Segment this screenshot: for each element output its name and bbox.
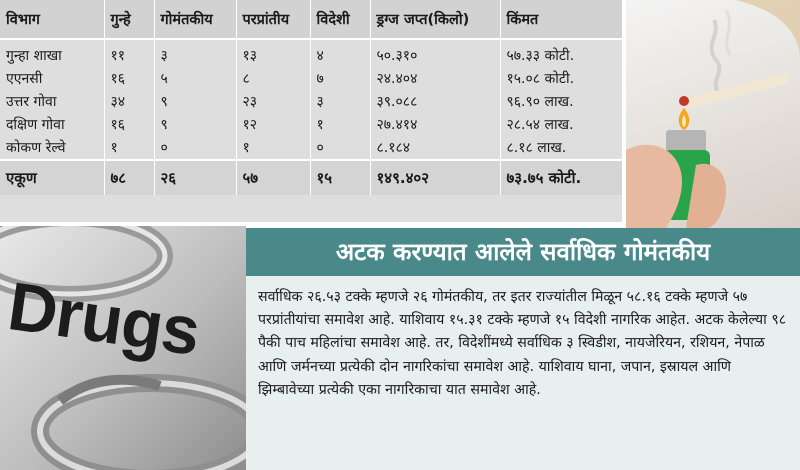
- cell-department: कोकण रेल्वे: [0, 136, 104, 160]
- cell-drugs-seized: २७.४१४: [370, 113, 500, 136]
- cell-drugs-seized: ८.१८४: [370, 136, 500, 160]
- cell-department: उत्तर गोवा: [0, 90, 104, 113]
- cell-foreigners: ४: [310, 39, 370, 67]
- table-row: [0, 90, 622, 113]
- cell-foreigners: ३: [310, 90, 370, 113]
- cell-cases: १: [104, 136, 154, 160]
- table-header-row: [0, 0, 622, 39]
- table-row: [0, 67, 622, 90]
- cell-other-states: ८: [236, 67, 310, 90]
- header-drugs-seized: ड्रग्ज जप्त(किलो): [370, 0, 500, 39]
- cell-department: एएनसी: [0, 67, 104, 90]
- total-value: ७३.७५ कोटी.: [500, 160, 622, 195]
- cell-goans: ९: [154, 113, 236, 136]
- header-department: विभाग: [0, 0, 104, 39]
- cell-department: दक्षिण गोवा: [0, 113, 104, 136]
- smoking-photo: [626, 0, 800, 228]
- cell-goans: ९: [154, 90, 236, 113]
- cell-goans: ३: [154, 39, 236, 67]
- total-label: एकूण: [0, 160, 104, 195]
- header-other-states: परप्रांतीय: [236, 0, 310, 39]
- header-value: किंमत: [500, 0, 622, 39]
- table-row: [0, 39, 622, 67]
- cell-other-states: १३: [236, 39, 310, 67]
- total-cases: ७८: [104, 160, 154, 195]
- cell-cases: ३४: [104, 90, 154, 113]
- cell-other-states: २३: [236, 90, 310, 113]
- total-other-states: ५७: [236, 160, 310, 195]
- cell-foreigners: ०: [310, 136, 370, 160]
- cell-goans: ५: [154, 67, 236, 90]
- drug-cases-table-panel: [0, 0, 622, 222]
- cell-drugs-seized: ५०.३१०: [370, 39, 500, 67]
- total-drugs-seized: १४९.४०२: [370, 160, 500, 195]
- cell-value: १५.०८ कोटी.: [506, 71, 575, 87]
- cell-goans: ०: [154, 136, 236, 160]
- cell-value: ५७.३३ कोटी.: [506, 48, 575, 64]
- cell-foreigners: १: [310, 113, 370, 136]
- table-total-row: [0, 160, 622, 195]
- cell-other-states: १: [236, 136, 310, 160]
- total-goans: २६: [154, 160, 236, 195]
- cell-department: गुन्हा शाखा: [0, 39, 104, 67]
- drug-cases-table: [0, 0, 622, 195]
- cell-value: ८.१८ लाख.: [506, 140, 567, 156]
- header-goans: गोमंतकीय: [154, 0, 236, 39]
- article-paragraph: सर्वाधिक २६.५३ टक्के म्हणजे २६ गोमंतकीय, तर इतर राज्यांतील मिळून ५८.१६ टक्के म्हणजे ५७ परप्रांतीयांचा समावेश आहे. याशिवाय १५.३१ टक्के म्हणजे १५ विदेशी नागरिक आहेत. अटक केलेल्या ९८ पैकी पाच महिलांचा समावेश आहे. तर, विदेशींमध्ये सर्वाधिक ३ स्विडीश, नायजेरियन, रशियन, नेपाळ आणि जर्मनच्या प्रत्येकी दोन नागरिकांचा समावेश आहे. याशिवाय घाना, जपान, इस्रायल आणि झिम्बावेच्या प्रत्येकी एका नागरिकाचा यात समावेश आहे.: [258, 289, 787, 398]
- article-title: अटक करण्यात आलेले सर्वाधिक गोमंतकीय: [246, 228, 800, 276]
- cell-value: २८.५४ लाख.: [506, 117, 574, 133]
- cell-drugs-seized: २४.४०४: [370, 67, 500, 90]
- cell-value: ९६.९० लाख.: [506, 94, 574, 110]
- header-cases: गुन्हे: [104, 0, 154, 39]
- table-row: [0, 136, 622, 160]
- table-row: [0, 113, 622, 136]
- header-foreigners: विदेशी: [310, 0, 370, 39]
- cell-drugs-seized: ३९.०८८: [370, 90, 500, 113]
- cell-cases: १६: [104, 67, 154, 90]
- cell-cases: १६: [104, 113, 154, 136]
- cell-cases: ११: [104, 39, 154, 67]
- cell-other-states: १२: [236, 113, 310, 136]
- smoking-illustration: [626, 0, 800, 228]
- cell-foreigners: ७: [310, 67, 370, 90]
- total-foreigners: १५: [310, 160, 370, 195]
- drugs-handcuffs-photo: [0, 226, 246, 470]
- drugs-word: Drugs: [3, 268, 204, 370]
- article-body: [246, 276, 800, 470]
